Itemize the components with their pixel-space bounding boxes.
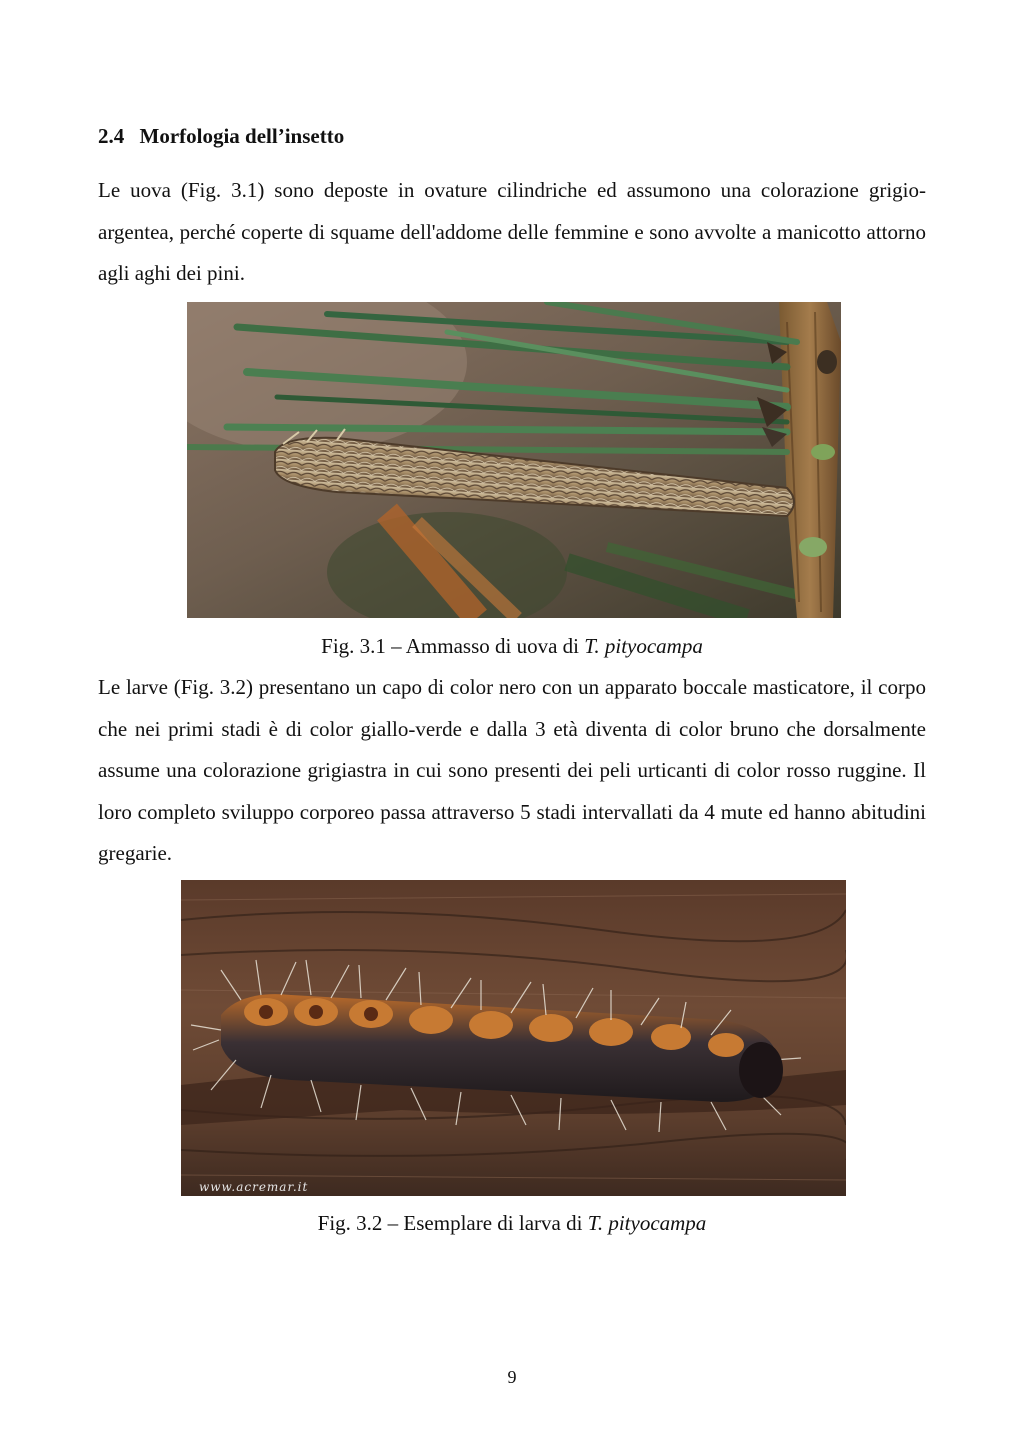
page-number: 9 (507, 1367, 517, 1387)
caption-1-species: T. pityocampa (584, 634, 703, 658)
figure-caption-2 (0, 1211, 1024, 1236)
section-heading (98, 124, 344, 149)
figure-caption-1 (0, 634, 1024, 659)
figure-larva-photo (181, 880, 846, 1196)
caption-1-text: Fig. 3.1 – Ammasso di uova di (321, 634, 585, 658)
caption-2-text: Fig. 3.2 – Esemplare di larva di (317, 1211, 588, 1235)
section-title: Morfologia dell’insetto (139, 124, 345, 148)
paragraph-eggs: Le uova (Fig. 3.1) sono deposte in ovature cilindriche ed assumono una colorazione grigio-argentea, perché coperte di squame dell'addome delle femmine e sono avvolte a manicotto attorno agli aghi dei pini. (98, 178, 926, 285)
section-number: 2.4 (98, 124, 125, 148)
paragraph-larvae: Le larve (Fig. 3.2) presentano un capo di color nero con un apparato boccale masticatore, il corpo che nei primi stadi è di color giallo-verde e dalla 3 età diventa di color bruno che dorsalmente assume una colorazione grigiastra in cui sono presenti dei peli urticanti di color rosso ruggine. Il loro completo sviluppo corporeo passa attraverso 5 stadi intervallati da 4 mute ed hanno abitudini gregarie. (98, 675, 926, 865)
photo-watermark: www.acremar.it (199, 1180, 309, 1194)
caption-2-species: T. pityocampa (587, 1211, 707, 1235)
figure-egg-mass-photo (187, 302, 841, 618)
